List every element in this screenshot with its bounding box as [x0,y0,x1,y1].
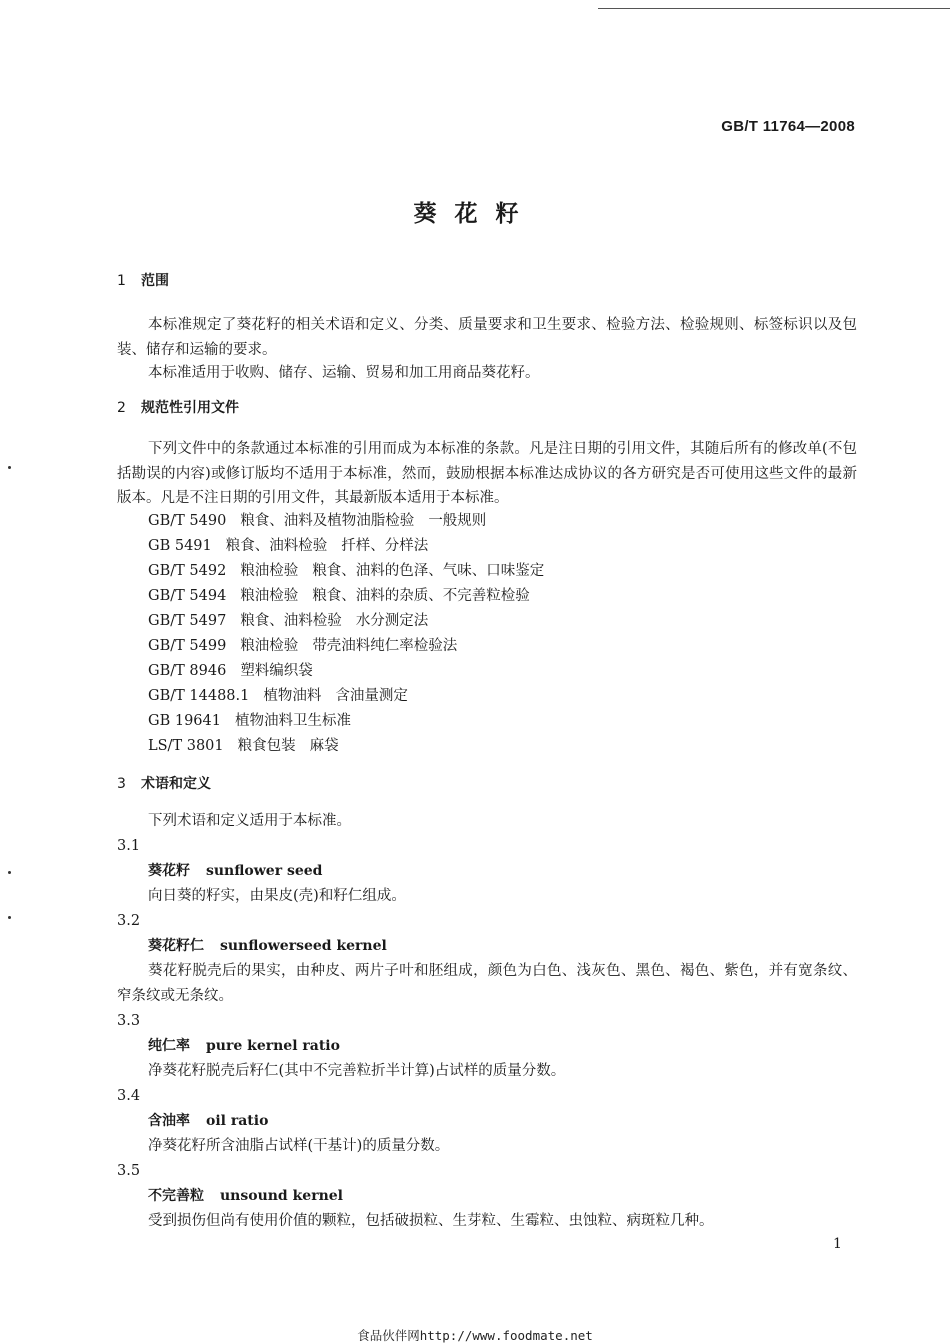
reference-item: GB/T 5494 粮油检验 粮食、油料的杂质、不完善粒检验 [148,588,530,604]
reference-item: GB 19641 植物油料卫生标准 [148,713,351,729]
clause-number: 3.3 [117,1013,141,1029]
term-heading: 纯仁率 pure kernel ratio [148,1038,340,1054]
clause-number: 3.5 [117,1163,141,1179]
clause-number: 3.2 [117,913,141,929]
section-2-heading: 2 规范性引用文件 [117,400,239,416]
section-3-paragraph-1: 下列术语和定义适用于本标准。 [148,813,351,829]
term-definition: 受到损伤但尚有使用价值的颗粒，包括破损粒、生芽粒、生霉粒、虫蚀粒、病斑粒几种。 [148,1213,714,1229]
section-1-heading: 1 范围 [117,273,169,289]
clause-number: 3.4 [117,1088,141,1104]
reference-item: GB 5491 粮食、油料检验 扦样、分样法 [148,538,429,554]
term-heading: 葵花籽仁 sunflowerseed kernel [148,938,387,954]
reference-item: GB/T 8946 塑料编织袋 [148,663,313,679]
section-1-paragraph-2: 本标准适用于收购、储存、运输、贸易和加工用商品葵花籽。 [148,365,540,381]
footer-watermark: 食品伙伴网http://www.foodmate.net [357,1328,593,1343]
section-1-paragraph-1: 本标准规定了葵花籽的相关术语和定义、分类、质量要求和卫生要求、检验方法、检验规则、标签标识以及包装、储存和运输的要求。 [117,317,857,358]
term-definition: 净葵花籽所含油脂占试样(干基计)的质量分数。 [148,1138,450,1154]
term-definition: 净葵花籽脱壳后籽仁(其中不完善粒折半计算)占试样的质量分数。 [148,1063,566,1079]
page-number: 1 [833,1236,842,1252]
term-heading: 葵花籽 sunflower seed [148,863,323,879]
term-heading: 含油率 oil ratio [148,1113,269,1129]
reference-item: GB/T 5490 粮食、油料及植物油脂检验 一般规则 [148,513,487,529]
section-3-heading: 3 术语和定义 [117,776,211,792]
clause-number: 3.1 [117,838,141,854]
term-definition: 葵花籽脱壳后的果实，由种皮、两片子叶和胚组成，颜色为白色、浅灰色、黑色、褐色、紫色，并有宽条纹、窄条纹或无条纹。 [117,963,857,1004]
document-title: 葵花籽 [413,201,537,227]
scan-speck [8,916,11,919]
reference-item: LS/T 3801 粮食包装 麻袋 [148,738,339,754]
top-rule [598,8,950,9]
scan-speck [8,871,11,874]
term-definition: 向日葵的籽实，由果皮(壳)和籽仁组成。 [148,888,406,904]
reference-item: GB/T 5492 粮油检验 粮食、油料的色泽、气味、口味鉴定 [148,563,545,579]
section-2-paragraph-1: 下列文件中的条款通过本标准的引用而成为本标准的条款。凡是注日期的引用文件，其随后所有的修改单(不包括勘误的内容)或修订版均不适用于本标准，然而，鼓励根据本标准达成协议的各方研究是否可使用这些文件的最新版本。凡是不注日期的引用文件，其最新版本适用于本标准。 [117,441,857,506]
reference-item: GB/T 5499 粮油检验 带壳油料纯仁率检验法 [148,638,458,654]
term-heading: 不完善粒 unsound kernel [148,1188,343,1204]
scan-speck [8,466,11,469]
standard-code: GB/T 11764—2008 [721,118,855,135]
reference-item: GB/T 14488.1 植物油料 含油量测定 [148,688,408,704]
reference-item: GB/T 5497 粮食、油料检验 水分测定法 [148,613,429,629]
